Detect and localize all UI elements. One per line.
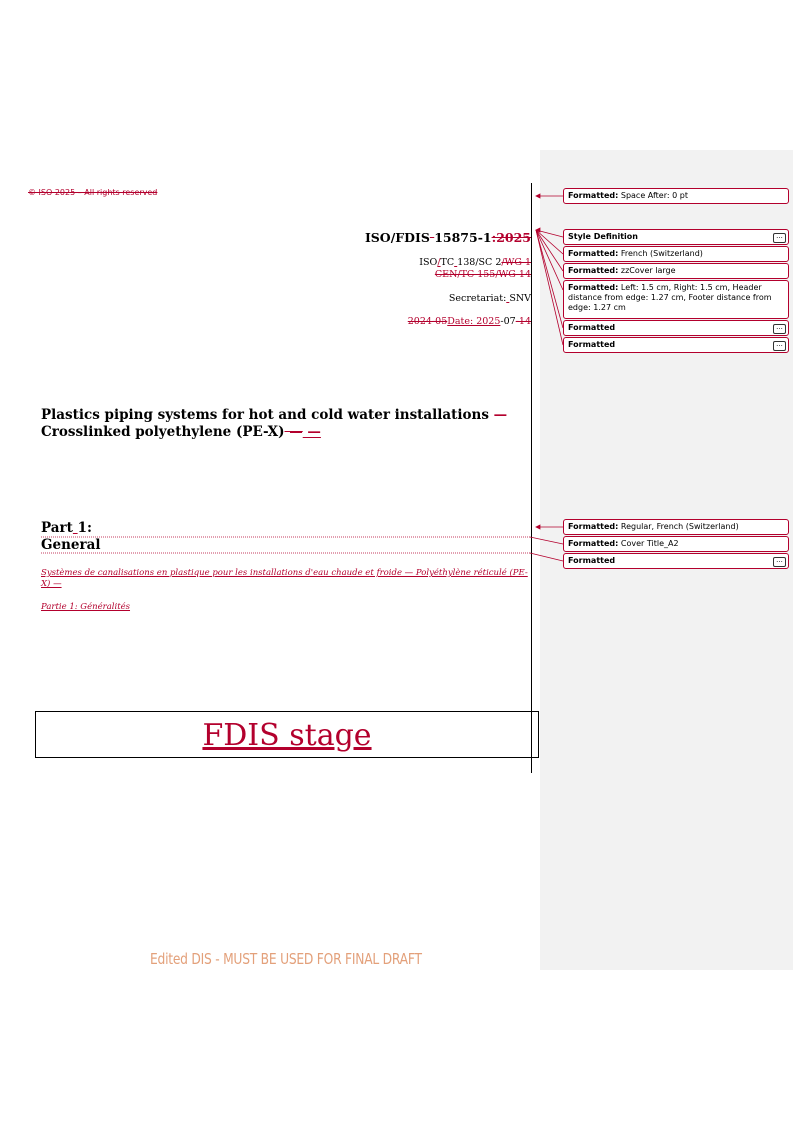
date-deleted: 2024-05 (407, 316, 448, 327)
comment-label: Style Definition (568, 232, 638, 241)
comment-balloon-6[interactable] (563, 320, 789, 336)
comment-text: Cover Title_A2 (620, 539, 679, 548)
doc-id-number: 15875-1 (434, 230, 492, 245)
comment-balloon-9[interactable] (563, 536, 789, 552)
comment-label: Formatted: (568, 249, 619, 258)
comment-label: Formatted: (568, 266, 619, 275)
part-label: Part (41, 520, 73, 536)
title-line-2-inserted-dash: — (302, 424, 321, 440)
committee-line (419, 257, 531, 268)
comment-label: Formatted: (568, 283, 619, 292)
expand-comment-button[interactable]: ... (773, 557, 786, 567)
expand-comment-button[interactable]: ... (773, 324, 786, 334)
header-copyright: © ISO 2025 – All rights reserved (28, 188, 158, 197)
committee-inserted-slash: / (437, 257, 441, 268)
committee-iso: ISO (419, 257, 438, 268)
comment-label: Formatted: (568, 522, 619, 531)
comment-text: Space After: 0 pt (620, 191, 688, 200)
secretariat-label: Secretariat: (448, 293, 507, 304)
stage-box (35, 711, 539, 758)
committee-tc: TC (440, 257, 455, 268)
comment-label: Formatted (568, 323, 616, 332)
stage-label: FDIS stage (202, 718, 372, 753)
comment-label: Formatted: (568, 539, 619, 548)
comment-balloon-1[interactable] (563, 188, 789, 204)
date-line (408, 316, 531, 327)
cen-committee-deleted: CEN/TC 155/WG 14 (434, 269, 531, 280)
title-line-1-dash: — (488, 407, 508, 423)
title-line-1: Plastics piping systems for hot and cold water installations (41, 407, 489, 423)
expand-comment-button[interactable]: ... (773, 233, 786, 243)
comment-text: zzCover large (620, 266, 676, 275)
title-line-2-deleted-dash: — (284, 424, 303, 440)
comment-balloon-7[interactable] (563, 337, 789, 353)
comment-text: French (Switzerland) (620, 249, 703, 258)
date-inserted: Date: 2025 (447, 316, 501, 327)
comment-balloon-10[interactable] (563, 553, 789, 569)
doc-id-prefix: ISO/FDIS (364, 230, 430, 245)
comment-balloon-5[interactable] (563, 280, 789, 319)
main-title (41, 407, 507, 441)
french-title: Systèmes de canalisations en plastique pour les installations d'eau chaude et froide — Polyéthylène réticulé (PE-X) — (41, 568, 528, 589)
title-line-2: Crosslinked polyethylene (PE-X) (41, 424, 285, 440)
expand-comment-button[interactable]: ... (773, 341, 786, 351)
doc-id-deleted-year: :2025 (491, 230, 531, 245)
secretariat-value: SNV (509, 293, 531, 304)
document-id (365, 230, 531, 245)
comment-balloon-8[interactable] (563, 519, 789, 535)
part-number: 1: (77, 520, 92, 536)
comment-label: Formatted: (568, 191, 619, 200)
comment-label: Formatted (568, 340, 616, 349)
committee-number: 138/SC 2 (457, 257, 502, 268)
part-title (41, 520, 101, 554)
comment-text: Left: 1.5 cm, Right: 1.5 cm, Header distance from edge: 1.27 cm, Footer distance from edge: 1.27 cm (568, 283, 772, 312)
part-name: General (41, 537, 101, 553)
comment-label: Formatted (568, 556, 616, 565)
page-margin-line (531, 183, 532, 773)
comment-balloon-4[interactable] (563, 263, 789, 279)
date-month: -07 (500, 316, 516, 327)
draft-watermark: Edited DIS - MUST BE USED FOR FINAL DRAFT (150, 950, 422, 968)
comment-text: Regular, French (Switzerland) (620, 522, 739, 531)
french-part-title: Partie 1: Généralités (41, 602, 131, 612)
comment-balloon-2[interactable] (563, 229, 789, 245)
date-deleted-day: -14 (515, 316, 531, 327)
comment-balloon-3[interactable] (563, 246, 789, 262)
committee-deleted-wg: /WG 1 (501, 257, 531, 268)
secretariat-line (449, 293, 531, 304)
